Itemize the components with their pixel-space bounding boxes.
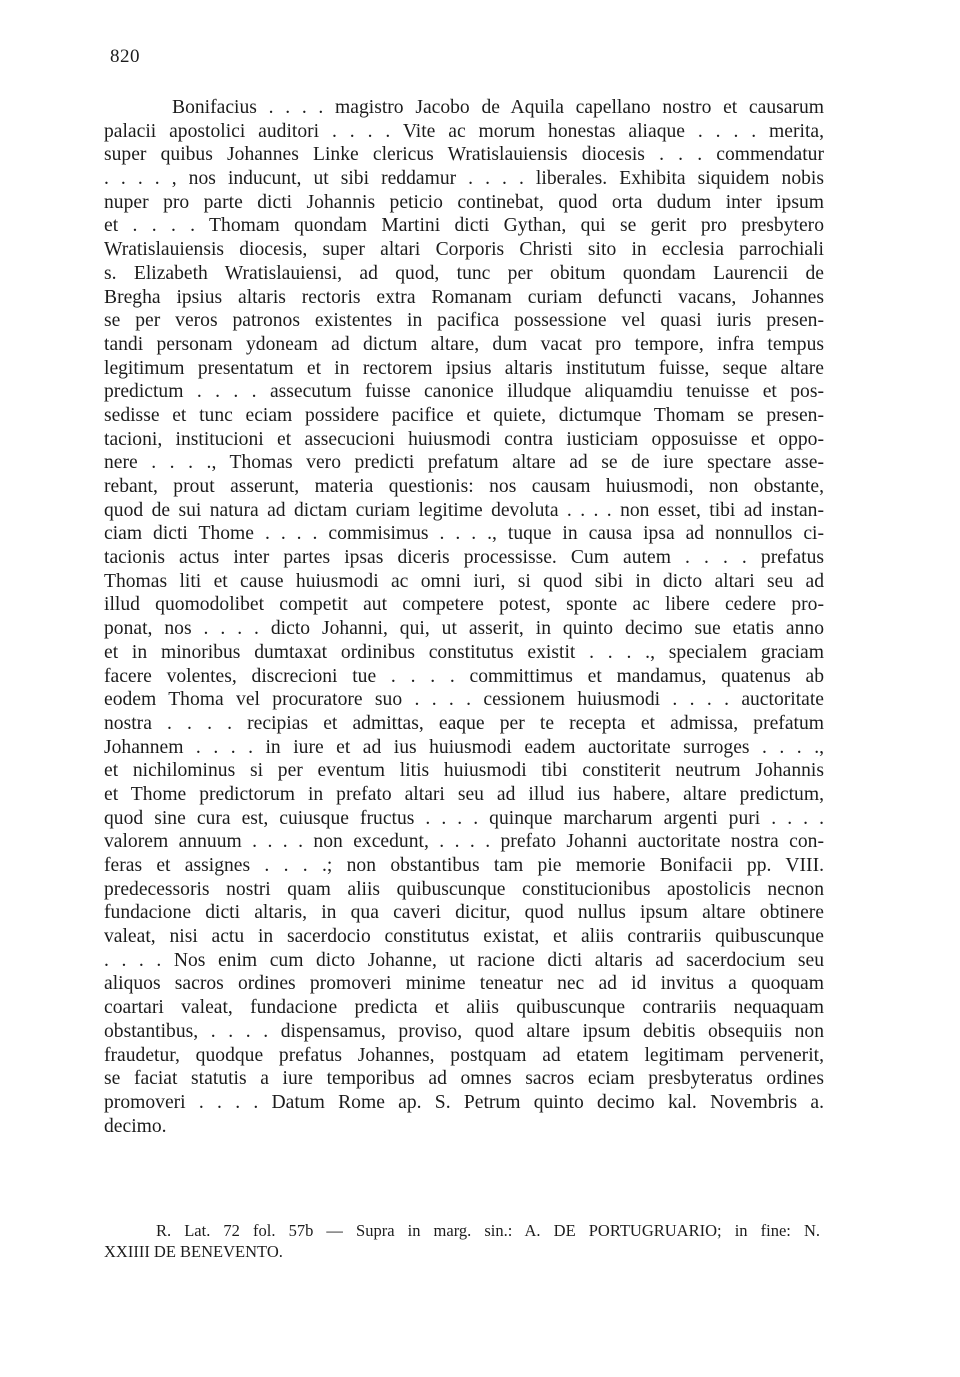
text-line: super quibus Johannes Linke clericus Wratislauiensis diocesis . . . commendatur <box>104 144 824 166</box>
text-line: Bregha ipsius altaris rectoris extra Romanam curiam defuncti vacans, Johannes <box>104 286 824 308</box>
text-line: tacioni, institucioni et assecucioni huiusmodi contra iusticiam opposuisse et oppo- <box>104 428 824 450</box>
text-line: s. Elizabeth Wratislauiensi, ad quod, tunc per obitum quondam Laurencii de <box>104 262 824 284</box>
text-line: tandi personam ydoneam ad dictum altare, dum vacat pro tempore, infra tempus <box>104 333 824 355</box>
text-line: Bonifacius . . . . magistro Jacobo de Aquila capellano nostro et causarum <box>172 97 824 118</box>
text-line: ponat, nos . . . . dicto Johanni, qui, ut asserit, in quinto decimo sue etatis anno <box>104 618 824 640</box>
text-line: . . . . Nos enim cum dicto Johanne, ut racione dicti altaris ad sacerdocium seu <box>104 949 824 971</box>
text-line: feras et assignes . . . .; non obstantibus tam pie memorie Bonifacii pp. VIII. <box>104 855 824 876</box>
text-line: . . . . , nos inducunt, ut sibi reddamur . . . . liberales. Exhibita siquidem nobis <box>104 168 824 190</box>
footnote-line: R. Lat. 72 fol. 57b — Supra in marg. sin.: A. DE PORTUGRUARIO; in fine: N. <box>156 1221 820 1240</box>
text-line: et . . . . Thomam quondam Martini dicti Gythan, qui se gerit pro presbytero <box>104 215 824 237</box>
text-line: valorem annuum . . . . non excedunt, . . . . prefato Johanni auctoritate nostra con- <box>104 831 824 853</box>
text-line: et Thome predictorum in prefato altari seu ad illud ius habere, altare predictum, <box>104 783 824 805</box>
text-line: obstantibus, . . . . dispensamus, proviso, quod altare ipsum debitis obsequiis non <box>104 1020 824 1042</box>
text-line: et nichilominus si per eventum litis huiusmodi tibi constiterit neutrum Johannis <box>104 760 824 782</box>
text-line: decimo. <box>104 1115 167 1137</box>
text-line: aliquos sacros ordines promoveri minime teneatur nec ad id invitus a quoquam <box>104 973 824 995</box>
footnote-line: XXIIII DE BENEVENTO. <box>104 1242 283 1261</box>
text-line: et in minoribus dumtaxat ordinibus constitutus existit . . . ., specialem graciam <box>104 641 824 663</box>
text-line: Wratislauiensis diocesis, super altari Corporis Christi sito in ecclesia parrochiali <box>104 239 824 261</box>
source-footnote <box>104 1220 820 1262</box>
text-line: quod de sui natura ad dictam curiam legitime devoluta . . . . non esset, tibi ad instan- <box>104 499 824 521</box>
text-line: legitimum presentatum et in rectorem ipsius altaris institutum fuisse, seque altare <box>104 357 824 379</box>
text-line: predecessoris nostri quam aliis quibuscunque constitucionibus apostolicis necnon <box>104 878 824 900</box>
text-line: fraudetur, quodque prefatus Johannes, postquam ad etatem legitimam pervenerit, <box>104 1044 824 1066</box>
text-line: Thomas liti et cause huiusmodi ac omni iuri, si quod sibi in dicto altari seu ad <box>104 570 824 592</box>
text-line: nostra . . . . recipias et admittas, eaque per te recepta et admissa, prefatum <box>104 712 824 734</box>
text-line: promoveri . . . . Datum Rome ap. S. Petrum quinto decimo kal. Novembris a. <box>104 1091 824 1113</box>
text-line: illud quomodolibet competit aut competere potest, sponte ac libere cedere pro- <box>104 594 824 616</box>
text-line: nere . . . ., Thomas vero predicti prefatum altare ad se de iure spectare asse- <box>104 452 824 474</box>
text-line: palacii apostolici auditori . . . . Vite ac morum honestas aliaque . . . . merita, <box>104 120 824 142</box>
text-line: facere volentes, discrecioni tue . . . . committimus et mandamus, quatenus ab <box>104 665 824 687</box>
text-line: eodem Thoma vel procuratore suo . . . . cessionem huiusmodi . . . . auctoritate <box>104 689 824 711</box>
text-line: rebant, prout asserunt, materia questionis: nos causam huiusmodi, non obstante, <box>104 476 824 497</box>
text-line: se faciat statutis a iure temporibus ad omnes sacros eciam presbyteratus ordines <box>104 1068 824 1090</box>
text-line: quod sine cura est, cuiusque fructus . . . . quinque marcharum argenti puri . . . . <box>104 807 824 829</box>
letter-body <box>104 96 824 1138</box>
text-line: tacionis actus inter partes ipsas diceris processisse. Cum autem . . . . prefatus <box>104 547 824 569</box>
text-line: predictum . . . . assecutum fuisse canonice illudque aliquamdiu tenuisse et pos- <box>104 381 824 403</box>
text-line: nuper pro parte dicti Johannis peticio continebat, quod orta dudum inter ipsum <box>104 191 824 213</box>
text-line: se per veros patronos existentes in pacifica possessione vel quasi iuris presen- <box>104 310 824 332</box>
text-line: coartari valeat, fundacione predicta et aliis quibuscunque contrariis nequaquam <box>104 997 824 1019</box>
text-line: Johannem . . . . in iure et ad ius huiusmodi eadem auctoritate surroges . . . ., <box>104 736 824 758</box>
text-line: fundacione dicti altaris, in qua caveri dicitur, quod nullus ipsum altare obtinere <box>104 902 824 924</box>
text-line: ciam dicti Thome . . . . commisimus . . . ., tuque in causa ipsa ad nonnullos ci- <box>104 523 824 545</box>
text-line: valeat, nisi actu in sacerdocio constitutus existat, et aliis contrariis quibuscunque <box>104 926 824 948</box>
text-line: sedisse et tunc eciam possidere pacifice et quiete, dictumque Thomam se presen- <box>104 404 824 426</box>
page-number: 820 <box>110 46 140 67</box>
